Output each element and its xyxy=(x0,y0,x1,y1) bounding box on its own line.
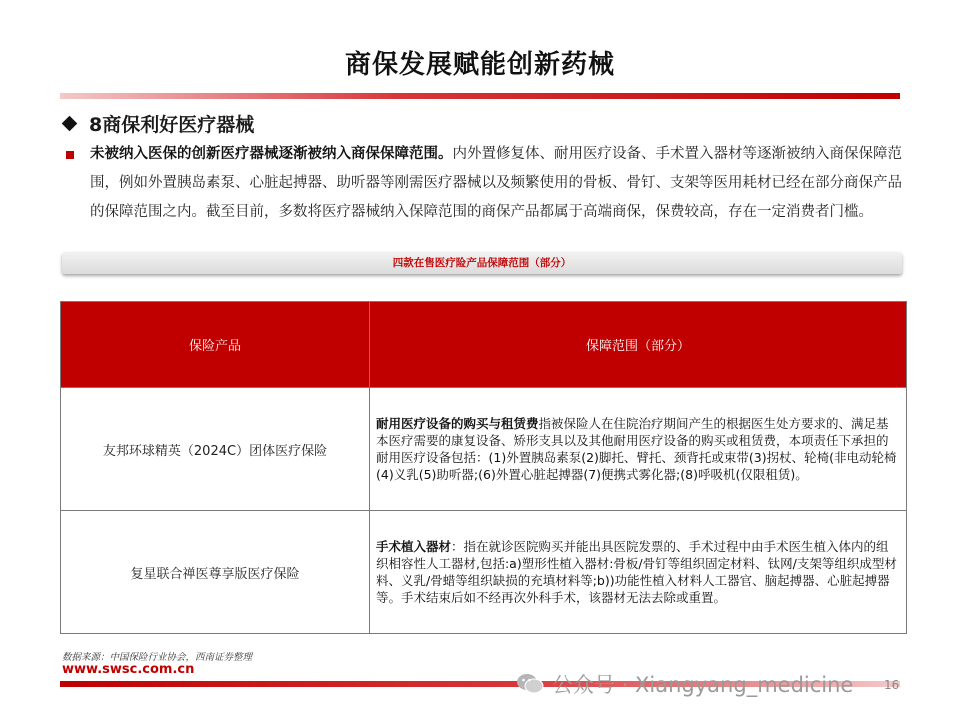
square-bullet-icon xyxy=(66,151,74,159)
section-heading xyxy=(64,109,254,137)
table-row xyxy=(61,511,907,634)
product-cell: 友邦环球精英（2024C）团体医疗保险 xyxy=(61,388,370,511)
header-scope: 保障范围（部分） xyxy=(370,302,907,388)
paragraph-body: 内外置修复体、耐用医疗设备、手术置入器材等逐渐被纳入商保保障范围，例如外置胰岛素泵、心脏起搏器、助听器等刚需医疗器械以及频繁使用的骨板、骨钉、支架等医用耗材已经在部分商保产品的保障范围之内。截至目前，多数将医疗器械纳入保障范围的商保产品都属于高端商保，保费较高，存在一定消费者门槛。 xyxy=(90,146,902,220)
data-source-note: 数据来源：中国保险行业协会，西南证券整理 xyxy=(62,652,253,663)
body-paragraph xyxy=(90,140,910,227)
scope-cell xyxy=(370,388,907,511)
page-number: 16 xyxy=(884,678,900,692)
title-rule xyxy=(60,93,900,99)
page-title: 商保发展赋能创新药械 xyxy=(344,50,615,80)
table-header-row xyxy=(61,302,907,388)
product-cell: 复星联合禅医尊享版医疗保险 xyxy=(61,511,370,634)
table-caption: 四款在售医疗险产品保障范围（部分） xyxy=(62,252,902,274)
scope-body: ：指在就诊医院购买并能出具医院发票的、手术过程中由手术医生植入体内的组织相容性人工器材,包括:a)塑形性植入器材:骨板/骨钉等组织固定材料、钛网/支架等组织成型材料、义乳/骨蜡等组织缺损的充填材料等;b))功能性植入材料人工器官、脑起搏器、心脏起搏器等。手术结束后如不经再次外科手术，该器材无法去除或重置。 xyxy=(376,539,897,605)
watermark-text: 公众号 · Xiangyang_medicine xyxy=(552,673,854,697)
scope-body: 指被保险人在住院治疗期间产生的根据医生处方要求的、满足基本医疗需要的康复设备、矫形支具以及其他耐用医疗设备的购买或租赁费，本项责任下承担的耐用医疗设备包括：(1)外置胰岛素泵(2)脚托、臂托、颈背托或束带(3)拐杖、轮椅(非电动轮椅(4)义乳(5)助听器;(6)外置心脏起搏器(7)便携式雾化器;(8)呼吸机(仅限租赁)。 xyxy=(376,416,897,482)
scope-lead: 耐用医疗设备的购买与租赁费 xyxy=(376,416,539,431)
section-heading-text: 8商保利好医疗器械 xyxy=(89,113,255,136)
header-product: 保险产品 xyxy=(61,302,370,388)
watermark xyxy=(516,668,853,700)
scope-lead: 手术植入器材 xyxy=(376,539,452,554)
website-link[interactable]: www.swsc.com.cn xyxy=(62,662,195,677)
paragraph-lead: 未被纳入医保的创新医疗器械逐渐被纳入商保保障范围。 xyxy=(90,146,453,162)
wechat-icon xyxy=(516,673,544,695)
coverage-table xyxy=(60,301,907,634)
table-row xyxy=(61,388,907,511)
diamond-bullet-icon xyxy=(62,115,78,131)
scope-cell xyxy=(370,511,907,634)
